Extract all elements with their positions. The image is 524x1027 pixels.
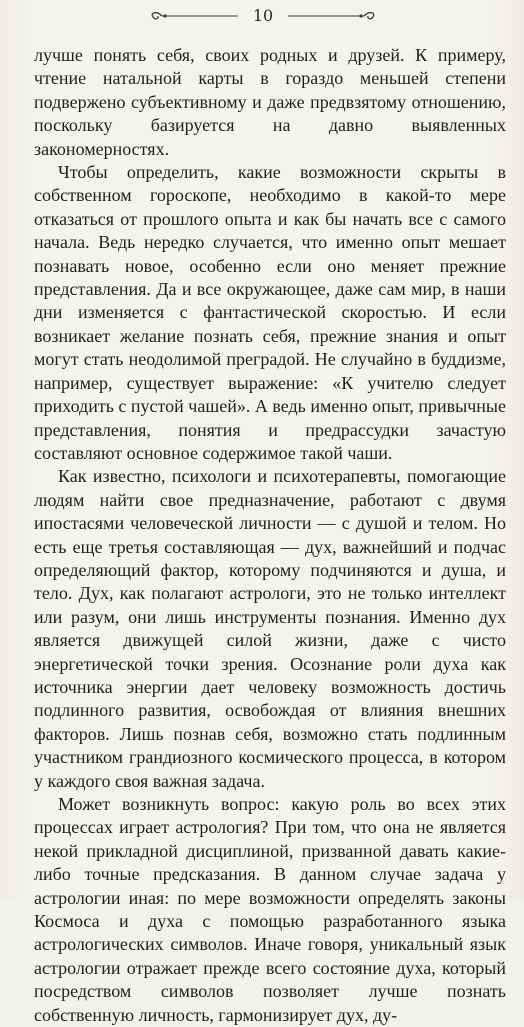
paragraph-1: лучше понять себя, своих родных и друзей. К примеру, чтение натальной карты в гораздо меньшей степени подвержено субъективному и даже предвзятому отношению, поскольку базируется на давно выявленных закономерностях. (34, 45, 506, 159)
paragraph-4: Может возникнуть вопрос: какую роль во всех этих процессах играет астрология? При том, что она не является некой прикладной дисциплиной, призванной давать какие-либо точные предсказания. В данном случае задача у астрологии иная: по мере возможности определять законы Космоса и духа с помощью разработанного языка астрологических символов. Иначе говоря, уникальный язык астрологии отражает прежде всего состояние духа, который посредством символов позволяет лучше познать собственную личность, гармонизирует дух, ду- (34, 794, 506, 1025)
page-number: 10 (238, 6, 288, 26)
body-text (34, 44, 506, 1027)
paragraph-3: Как известно, психологи и психотерапевты, помогающие людям найти свое предназначение, работают с двумя ипостасями человеческой личности — с душой и телом. Но есть еще третья составляющая — дух, важнейший и подчас определяющий фактор, которому подчиняются и душа, и тело. Дух, как полагают астрологи, это не только интеллект или разум, они лишь инструменты познания. Именно дух является движущей силой жизни, даже с чисто энергетической точки зрения. Осознание роли духа как источника энергии дает человеку возможность достичь подлинного развития, освобождая от влияния внешних факторов. Лишь познав себя, возможно стать подлинным участником грандиозного космического процесса, в котором у каждого своя важная задача. (34, 466, 506, 791)
page-header (148, 4, 378, 30)
paragraph-2: Чтобы определить, какие возможности скрыты в собственном гороскопе, необходимо в какой-то мере отказаться от прошлого опыта и как бы начать все с самого начала. Ведь нередко случается, что именно опыт мешает познавать новое, особенно если оно меняет прежние представления. Да и все окружающее, даже сам мир, в наши дни изменяется с фантастической скоростью. И если возникает желание познать себя, прежние знания и опыт могут стать неодолимой преградой. Не случайно в буддизме, например, существует выражение: «К учителю следует приходить с пустой чашей». А ведь именно опыт, привычные представления, понятия и предрассудки зачастую составляют основное содержимое такой чаши. (34, 162, 506, 463)
